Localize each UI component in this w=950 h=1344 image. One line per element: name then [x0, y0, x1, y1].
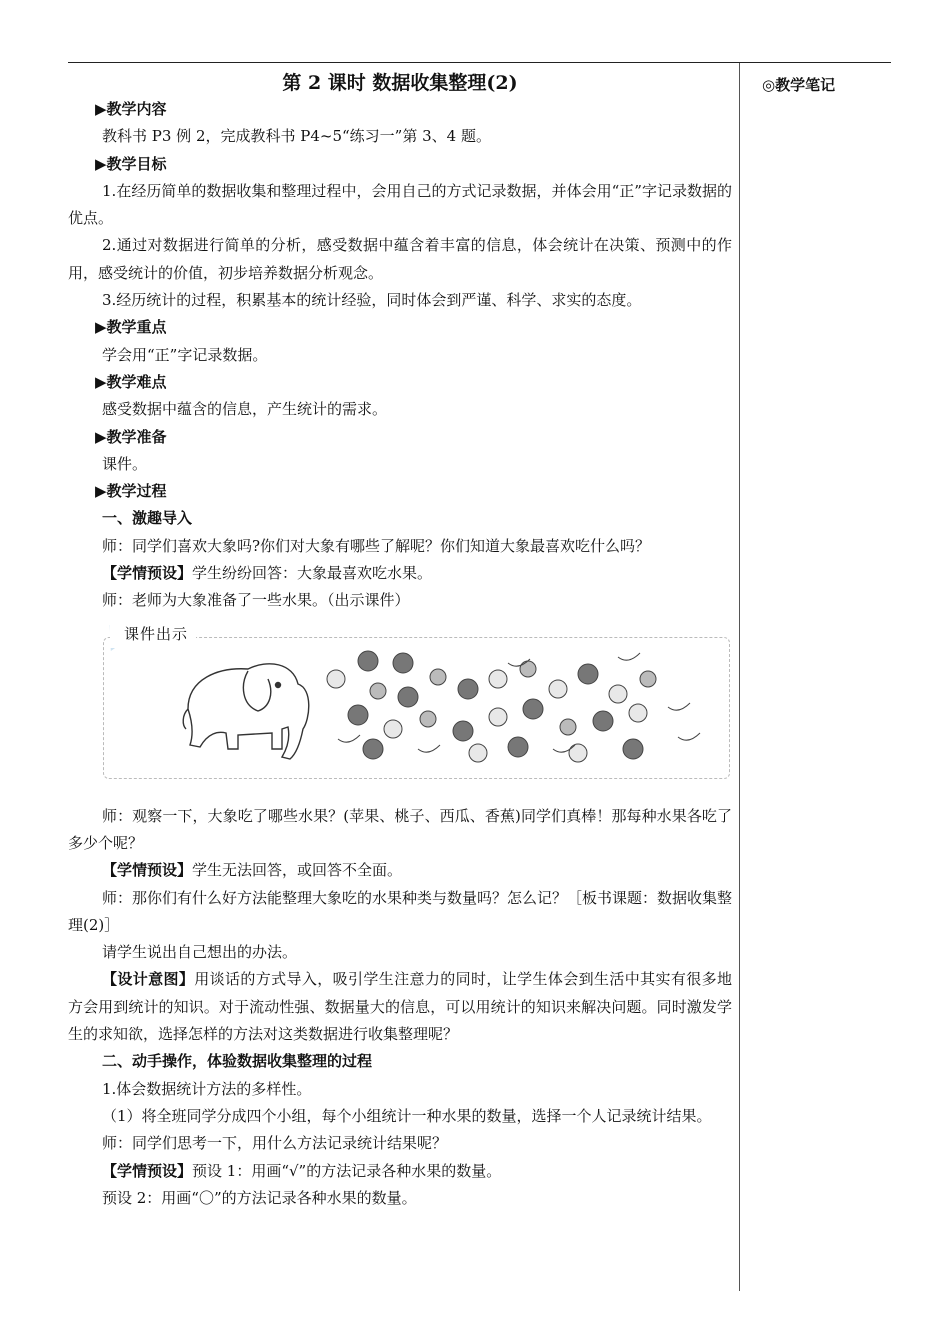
tag-label: 【学情预设】 — [102, 861, 193, 880]
paragraph-3: 师：老师为大象准备了一些水果。（出示课件） — [102, 591, 410, 610]
section-heading-goals: ▶教学目标 — [95, 154, 167, 173]
paragraph-8: 【设计意图】用谈话的方式导入，吸引学生注意力的同时，让学生体会到生活中其实有很多地方会用到统计的知识。对于流动性强、数据量大的信息，可以用统计的知识来解决问题。同时激发学生的求知欲，选择怎样的方法对这类数据进行收集整理呢？ — [68, 970, 732, 1044]
tag-label: 【学情预设】 — [102, 1161, 193, 1180]
section-heading-content: ▶教学内容 — [95, 100, 167, 118]
figure-tag: 课件出示 — [110, 621, 196, 648]
paragraph-4: 师：观察一下，大象吃了哪些水果？(苹果、桃子、西瓜、香蕉)同学们真棒！那每种水果各吃了多少个呢？ — [68, 806, 732, 852]
section-heading-key: ▶教学重点 — [95, 318, 167, 337]
section-heading-difficulty: ▶教学难点 — [95, 372, 167, 391]
paragraph-13: 预设 2：用画“〇”的方法记录各种水果的数量。 — [102, 1188, 417, 1207]
paragraph-2: 【学情预设】学生纷纷回答：大象最喜欢吃水果。 — [102, 564, 433, 583]
paragraph-11: 师：同学们思考一下，用什么方法记录统计结果呢？ — [102, 1134, 448, 1153]
top-rule — [68, 62, 891, 63]
notes-column-divider — [739, 63, 740, 1291]
section-heading-prep: ▶教学准备 — [95, 427, 167, 446]
fruit-pile — [327, 651, 700, 762]
prep-text: 课件。 — [102, 454, 148, 473]
content-text: 教科书 P3 例 2，完成教科书 P4~5“练习一”第 3、4 题。 — [102, 127, 491, 146]
tag-label: 【学情预设】 — [102, 564, 193, 583]
paragraph-10: （1）将全班同学分成四个小组，每个小组统计一种水果的数量，选择一个人记录统计结果。 — [102, 1106, 712, 1125]
paragraph-5: 【学情预设】学生无法回答，或回答不全面。 — [102, 861, 403, 880]
goal-2: 2.通过对数据进行简单的分析，感受数据中蕴含着丰富的信息，体会统计在决策、预测中的作用，感受统计的价值，初步培养数据分析观念。 — [68, 236, 732, 282]
lesson-title: 第 2 课时 数据收集整理(2) — [282, 72, 518, 94]
elephant-icon — [183, 663, 309, 758]
lesson-plan-body — [68, 68, 732, 1212]
paragraph-12: 【学情预设】预设 1：用画“√”的方法记录各种水果的数量。 — [102, 1161, 502, 1180]
paragraph-6: 师：那你们有什么好方法能整理大象吃的水果种类与数量吗？怎么记？［板书课题：数据收集整理(2)］ — [68, 888, 733, 934]
paragraph-9: 1.体会数据统计方法的多样性。 — [102, 1079, 312, 1098]
difficulty-text: 感受数据中蕴含的信息，产生统计的需求。 — [102, 400, 388, 419]
section-heading-process: ▶教学过程 — [95, 482, 167, 501]
tag-label: 【设计意图】 — [102, 970, 195, 989]
key-text: 学会用“正”字记录数据。 — [102, 345, 268, 364]
elephant-and-fruits-illustration — [178, 649, 718, 769]
goal-1: 1.在经历简单的数据收集和整理过程中，会用自己的方式记录数据，并体会用“正”字记录数据的优点。 — [68, 181, 732, 228]
courseware-figure — [68, 619, 732, 799]
paragraph-7: 请学生说出自己想出的办法。 — [102, 943, 298, 962]
teaching-notes-label: ◎教学笔记 — [762, 76, 836, 94]
part1-heading: 一、激趣导入 — [102, 509, 193, 528]
part2-heading: 二、动手操作，体验数据收集整理的过程 — [102, 1052, 373, 1071]
paragraph-1: 师：同学们喜欢大象吗?你们对大象有哪些了解呢？你们知道大象最喜欢吃什么吗？ — [102, 536, 651, 555]
goal-3: 3.经历统计的过程，积累基本的统计经验，同时体会到严谨、科学、求实的态度。 — [102, 291, 642, 310]
